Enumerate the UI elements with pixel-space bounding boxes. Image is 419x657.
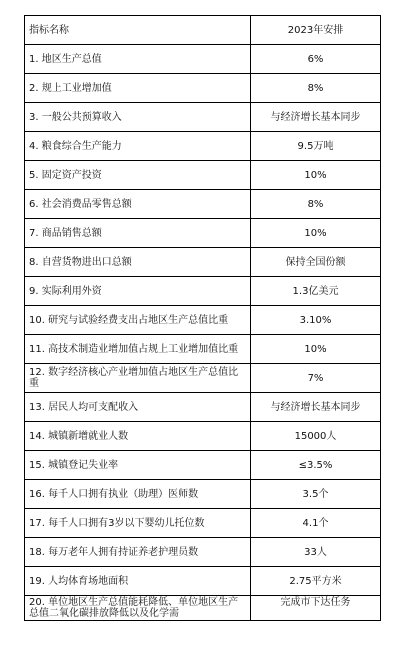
indicator-name-cell: 7. 商品销售总额 [25,219,251,248]
table-row [25,161,381,190]
indicator-plan-cell: 7% [251,364,381,393]
indicator-plan-cell: 与经济增长基本同步 [251,103,381,132]
table-row [25,335,381,364]
table-row [25,306,381,335]
table-row [25,364,381,393]
table-row [25,538,381,567]
table-row [25,422,381,451]
indicator-name-cell: 8. 自营货物进出口总额 [25,248,251,277]
table-row [25,277,381,306]
table-row [25,509,381,538]
indicator-plan-cell: 15000人 [251,422,381,451]
table-row [25,103,381,132]
indicator-plan-cell: 10% [251,219,381,248]
indicator-plan-cell: 3.10% [251,306,381,335]
table-row [25,45,381,74]
indicator-name-cell: 19. 人均体育场地面积 [25,567,251,596]
indicator-name-cell: 18. 每万老年人拥有持证养老护理员数 [25,538,251,567]
indicator-name-cell: 20. 单位地区生产总值能耗降低、单位地区生产总值二氧化碳排放降低以及化学需 [25,596,251,621]
indicator-name-cell: 4. 粮食综合生产能力 [25,132,251,161]
indicator-document [24,15,381,646]
indicator-name-cell: 15. 城镇登记失业率 [25,451,251,480]
table-row [25,567,381,596]
indicator-plan-cell: ≤3.5% [251,451,381,480]
table-row [25,480,381,509]
indicator-plan-cell: 与经济增长基本同步 [251,393,381,422]
indicator-name-cell: 16. 每千人口拥有执业（助理）医师数 [25,480,251,509]
table-row [25,248,381,277]
indicator-plan-cell: 8% [251,190,381,219]
indicator-name-cell: 5. 固定资产投资 [25,161,251,190]
table-row [25,393,381,422]
table-row [25,219,381,248]
table-row [25,451,381,480]
indicator-name-cell: 10. 研究与试验经费支出占地区生产总值比重 [25,306,251,335]
indicator-plan-cell: 保持全国份额 [251,248,381,277]
indicator-name-cell: 13. 居民人均可支配收入 [25,393,251,422]
table-row [25,74,381,103]
indicator-plan-cell: 2.75平方米 [251,567,381,596]
indicator-plan-cell: 33人 [251,538,381,567]
indicator-name-cell: 11. 高技术制造业增加值占规上工业增加值比重 [25,335,251,364]
indicator-table-body [25,16,381,621]
indicator-plan-cell: 10% [251,161,381,190]
indicator-name-cell: 14. 城镇新增就业人数 [25,422,251,451]
indicator-plan-cell: 完成市下达任务 [251,596,381,621]
indicator-plan-cell: 8% [251,74,381,103]
indicator-name-cell: 1. 地区生产总值 [25,45,251,74]
indicator-name-cell: 6. 社会消费品零售总额 [25,190,251,219]
header-indicator-name: 指标名称 [25,16,251,45]
indicator-plan-cell: 6% [251,45,381,74]
indicator-name-cell: 9. 实际利用外资 [25,277,251,306]
table-row [25,596,381,621]
indicator-name-cell: 3. 一般公共预算收入 [25,103,251,132]
header-2023-plan: 2023年安排 [251,16,381,45]
indicator-name-cell: 17. 每千人口拥有3岁以下婴幼儿托位数 [25,509,251,538]
indicator-name-cell: 2. 规上工业增加值 [25,74,251,103]
indicator-name-cell: 12. 数字经济核心产业增加值占地区生产总值比重 [25,364,251,393]
table-row [25,190,381,219]
indicator-plan-cell: 9.5万吨 [251,132,381,161]
table-row [25,132,381,161]
indicator-plan-cell: 10% [251,335,381,364]
indicator-plan-cell: 3.5个 [251,480,381,509]
indicator-table [24,15,381,621]
table-header-row [25,16,381,45]
indicator-plan-cell: 4.1个 [251,509,381,538]
indicator-plan-cell: 1.3亿美元 [251,277,381,306]
